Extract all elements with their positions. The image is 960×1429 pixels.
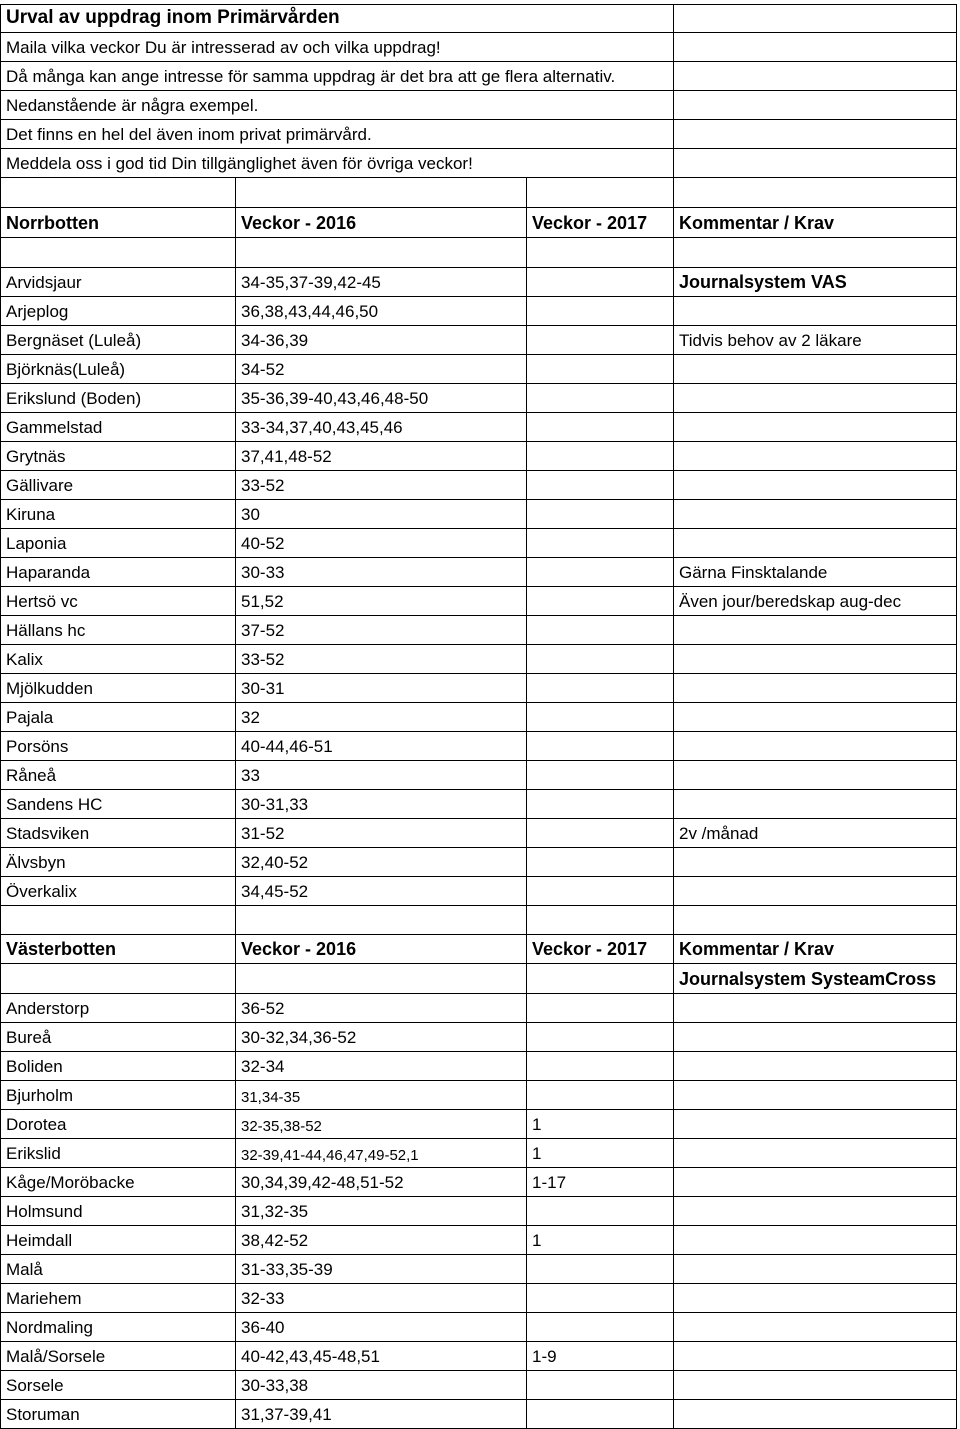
weeks-2016-cell: 30-31,33 [236, 790, 527, 819]
column-header-2016: Veckor - 2016 [236, 935, 527, 964]
weeks-2017-cell [527, 471, 674, 500]
intro-line: Det finns en hel del även inom privat primärvård. [0, 120, 674, 149]
location-cell: Björknäs(Luleå) [0, 355, 236, 384]
comment-cell: Även jour/beredskap aug-dec [674, 587, 957, 616]
table-row [0, 1255, 957, 1284]
table-row [0, 529, 957, 558]
empty-cell [236, 178, 527, 208]
location-cell: Malå [0, 1255, 236, 1284]
weeks-2017-cell [527, 1197, 674, 1226]
table-row [0, 994, 957, 1023]
table-row [0, 964, 957, 994]
comment-cell [674, 1255, 957, 1284]
comment-cell: 2v /månad [674, 819, 957, 848]
table-row [0, 208, 957, 238]
location-cell: Bergnäset (Luleå) [0, 326, 236, 355]
table-row [0, 1081, 957, 1110]
table-row [0, 906, 957, 935]
weeks-2016-cell: 32-33 [236, 1284, 527, 1313]
empty-cell [674, 120, 957, 149]
weeks-2017-cell: 1-9 [527, 1342, 674, 1371]
weeks-2016-cell: 36-40 [236, 1313, 527, 1342]
weeks-2016-cell: 30-31 [236, 674, 527, 703]
weeks-2016-cell: 37,41,48-52 [236, 442, 527, 471]
weeks-2017-cell [527, 616, 674, 645]
weeks-2016-cell: 38,42-52 [236, 1226, 527, 1255]
location-cell: Kiruna [0, 500, 236, 529]
weeks-2016-cell: 31,37-39,41 [236, 1400, 527, 1429]
table-row [0, 4, 957, 33]
weeks-2016-cell: 34-52 [236, 355, 527, 384]
comment-cell: Journalsystem VAS [674, 268, 957, 297]
table-row [0, 33, 957, 62]
table-row [0, 91, 957, 120]
weeks-2016-cell: 30,34,39,42-48,51-52 [236, 1168, 527, 1197]
comment-cell [674, 1284, 957, 1313]
weeks-2016-cell: 30-33 [236, 558, 527, 587]
location-cell: Sandens HC [0, 790, 236, 819]
empty-cell [236, 964, 527, 994]
location-cell: Älvsbyn [0, 848, 236, 877]
empty-cell [674, 906, 957, 935]
weeks-2016-cell: 34-35,37-39,42-45 [236, 268, 527, 297]
comment-cell [674, 355, 957, 384]
weeks-2017-cell [527, 1052, 674, 1081]
intro-line: Maila vilka veckor Du är intresserad av och vilka uppdrag! [0, 33, 674, 62]
intro-line: Meddela oss i god tid Din tillgänglighet även för övriga veckor! [0, 149, 674, 178]
weeks-2016-cell: 33-34,37,40,43,45,46 [236, 413, 527, 442]
column-header-2017: Veckor - 2017 [527, 935, 674, 964]
comment-cell [674, 994, 957, 1023]
table-row [0, 120, 957, 149]
location-cell: Malå/Sorsele [0, 1342, 236, 1371]
table-row [0, 1371, 957, 1400]
location-cell: Stadsviken [0, 819, 236, 848]
empty-cell [674, 149, 957, 178]
location-cell: Laponia [0, 529, 236, 558]
comment-cell [674, 1197, 957, 1226]
section-header-region: Västerbotten [0, 935, 236, 964]
table-row [0, 1139, 957, 1168]
weeks-2017-cell [527, 355, 674, 384]
comment-cell [674, 703, 957, 732]
location-cell: Storuman [0, 1400, 236, 1429]
weeks-2017-cell: 1 [527, 1110, 674, 1139]
location-cell: Hertsö vc [0, 587, 236, 616]
weeks-2016-cell: 33 [236, 761, 527, 790]
empty-cell [527, 238, 674, 268]
table-row [0, 297, 957, 326]
comment-cell [674, 1400, 957, 1429]
comment-cell [674, 761, 957, 790]
weeks-2017-cell [527, 674, 674, 703]
location-cell: Porsöns [0, 732, 236, 761]
comment-cell [674, 1226, 957, 1255]
weeks-2016-cell: 40-42,43,45-48,51 [236, 1342, 527, 1371]
location-cell: Gällivare [0, 471, 236, 500]
weeks-2017-cell [527, 1371, 674, 1400]
empty-cell [674, 4, 957, 33]
sheet-title: Urval av uppdrag inom Primärvården [0, 4, 674, 33]
empty-cell [674, 91, 957, 120]
table-row [0, 326, 957, 355]
empty-cell [236, 238, 527, 268]
table-row [0, 442, 957, 471]
comment-cell: Gärna Finsktalande [674, 558, 957, 587]
weeks-2017-cell [527, 790, 674, 819]
table-row [0, 819, 957, 848]
weeks-2017-cell: 1 [527, 1226, 674, 1255]
weeks-2017-cell [527, 529, 674, 558]
table-row [0, 848, 957, 877]
table-row [0, 500, 957, 529]
weeks-2016-cell: 40-52 [236, 529, 527, 558]
location-cell: Hällans hc [0, 616, 236, 645]
location-cell: Mjölkudden [0, 674, 236, 703]
table-row [0, 1284, 957, 1313]
location-cell: Dorotea [0, 1110, 236, 1139]
comment-cell [674, 1371, 957, 1400]
comment-cell: Journalsystem SysteamCross [674, 964, 957, 994]
empty-cell [527, 178, 674, 208]
empty-cell [0, 906, 236, 935]
comment-cell [674, 790, 957, 819]
weeks-2016-cell: 31,32-35 [236, 1197, 527, 1226]
location-cell: Arvidsjaur [0, 268, 236, 297]
location-cell: Erikslid [0, 1139, 236, 1168]
location-cell: Råneå [0, 761, 236, 790]
location-cell: Sorsele [0, 1371, 236, 1400]
table-row [0, 413, 957, 442]
table-row [0, 645, 957, 674]
weeks-2016-cell: 32,40-52 [236, 848, 527, 877]
table-row [0, 877, 957, 906]
location-cell: Gammelstad [0, 413, 236, 442]
weeks-2016-cell: 36,38,43,44,46,50 [236, 297, 527, 326]
weeks-2016-cell: 30-32,34,36-52 [236, 1023, 527, 1052]
location-cell: Heimdall [0, 1226, 236, 1255]
comment-cell [674, 471, 957, 500]
table-row [0, 1400, 957, 1429]
table-row [0, 1313, 957, 1342]
weeks-2016-cell: 36-52 [236, 994, 527, 1023]
weeks-2016-cell: 32-34 [236, 1052, 527, 1081]
weeks-2016-cell: 34,45-52 [236, 877, 527, 906]
comment-cell [674, 616, 957, 645]
weeks-2017-cell [527, 645, 674, 674]
table-row [0, 1197, 957, 1226]
column-header-2016: Veckor - 2016 [236, 208, 527, 238]
location-cell: Boliden [0, 1052, 236, 1081]
weeks-2016-cell: 31,34-35 [236, 1081, 527, 1110]
intro-line: Då många kan ange intresse för samma uppdrag är det bra att ge flera alternativ. [0, 62, 674, 91]
weeks-2017-cell [527, 732, 674, 761]
empty-cell [674, 62, 957, 91]
weeks-2017-cell [527, 848, 674, 877]
empty-cell [236, 906, 527, 935]
weeks-2017-cell [527, 1023, 674, 1052]
comment-cell [674, 1081, 957, 1110]
comment-cell [674, 413, 957, 442]
table-row [0, 268, 957, 297]
comment-cell [674, 529, 957, 558]
weeks-2017-cell: 1-17 [527, 1168, 674, 1197]
weeks-2016-cell: 37-52 [236, 616, 527, 645]
location-cell: Pajala [0, 703, 236, 732]
table-row [0, 732, 957, 761]
comment-cell [674, 1168, 957, 1197]
comment-cell [674, 645, 957, 674]
location-cell: Holmsund [0, 1197, 236, 1226]
comment-cell [674, 877, 957, 906]
location-cell: Bureå [0, 1023, 236, 1052]
empty-cell [0, 238, 236, 268]
empty-cell [0, 178, 236, 208]
location-cell: Överkalix [0, 877, 236, 906]
weeks-2017-cell [527, 761, 674, 790]
table-row [0, 674, 957, 703]
weeks-2017-cell [527, 1400, 674, 1429]
weeks-2017-cell [527, 384, 674, 413]
weeks-2016-cell: 33-52 [236, 471, 527, 500]
weeks-2017-cell [527, 994, 674, 1023]
weeks-2016-cell: 30 [236, 500, 527, 529]
table-row [0, 62, 957, 91]
location-cell: Grytnäs [0, 442, 236, 471]
weeks-2017-cell [527, 819, 674, 848]
empty-cell [674, 178, 957, 208]
comment-cell [674, 442, 957, 471]
weeks-2017-cell [527, 326, 674, 355]
comment-cell [674, 1110, 957, 1139]
comment-cell [674, 1139, 957, 1168]
table-row [0, 384, 957, 413]
location-cell: Erikslund (Boden) [0, 384, 236, 413]
comment-cell [674, 1052, 957, 1081]
weeks-2016-cell: 32 [236, 703, 527, 732]
empty-cell [527, 964, 674, 994]
table-row [0, 790, 957, 819]
weeks-2016-cell: 51,52 [236, 587, 527, 616]
empty-cell [674, 238, 957, 268]
weeks-2016-cell: 31-52 [236, 819, 527, 848]
table-row [0, 471, 957, 500]
weeks-2016-cell: 30-33,38 [236, 1371, 527, 1400]
intro-line: Nedanstående är några exempel. [0, 91, 674, 120]
table-row [0, 1342, 957, 1371]
table-row [0, 1052, 957, 1081]
table-row [0, 238, 957, 268]
column-header-comment: Kommentar / Krav [674, 935, 957, 964]
weeks-2016-cell: 34-36,39 [236, 326, 527, 355]
table-row [0, 935, 957, 964]
location-cell: Arjeplog [0, 297, 236, 326]
table-row [0, 1226, 957, 1255]
table-row [0, 761, 957, 790]
weeks-2017-cell [527, 1081, 674, 1110]
comment-cell [674, 1313, 957, 1342]
weeks-2016-cell: 32-39,41-44,46,47,49-52,1 [236, 1139, 527, 1168]
column-header-2017: Veckor - 2017 [527, 208, 674, 238]
empty-cell [674, 33, 957, 62]
comment-cell [674, 500, 957, 529]
weeks-2017-cell [527, 297, 674, 326]
table-row [0, 149, 957, 178]
weeks-2016-cell: 33-52 [236, 645, 527, 674]
location-cell: Bjurholm [0, 1081, 236, 1110]
weeks-2017-cell [527, 587, 674, 616]
comment-cell [674, 1023, 957, 1052]
section-header-region: Norrbotten [0, 208, 236, 238]
table-row [0, 1168, 957, 1197]
comment-cell [674, 297, 957, 326]
table-row [0, 1023, 957, 1052]
location-cell: Mariehem [0, 1284, 236, 1313]
weeks-2017-cell [527, 877, 674, 906]
location-cell: Kåge/Moröbacke [0, 1168, 236, 1197]
empty-cell [527, 906, 674, 935]
weeks-2017-cell [527, 413, 674, 442]
table-row [0, 558, 957, 587]
column-header-comment: Kommentar / Krav [674, 208, 957, 238]
weeks-2017-cell [527, 1255, 674, 1284]
location-cell: Anderstorp [0, 994, 236, 1023]
comment-cell [674, 1342, 957, 1371]
location-cell: Haparanda [0, 558, 236, 587]
weeks-2016-cell: 35-36,39-40,43,46,48-50 [236, 384, 527, 413]
location-cell: Kalix [0, 645, 236, 674]
weeks-2016-cell: 32-35,38-52 [236, 1110, 527, 1139]
comment-cell: Tidvis behov av 2 läkare [674, 326, 957, 355]
table-row [0, 587, 957, 616]
weeks-2017-cell [527, 500, 674, 529]
weeks-2017-cell [527, 703, 674, 732]
table-row [0, 703, 957, 732]
weeks-2017-cell [527, 442, 674, 471]
weeks-2017-cell [527, 1313, 674, 1342]
weeks-2017-cell [527, 268, 674, 297]
weeks-2016-cell: 40-44,46-51 [236, 732, 527, 761]
table-row [0, 178, 957, 208]
table-row [0, 355, 957, 384]
table-row [0, 616, 957, 645]
weeks-2017-cell [527, 1284, 674, 1313]
weeks-2017-cell: 1 [527, 1139, 674, 1168]
empty-cell [0, 964, 236, 994]
weeks-2017-cell [527, 558, 674, 587]
weeks-2016-cell: 31-33,35-39 [236, 1255, 527, 1284]
comment-cell [674, 384, 957, 413]
table-row [0, 1110, 957, 1139]
comment-cell [674, 674, 957, 703]
comment-cell [674, 732, 957, 761]
comment-cell [674, 848, 957, 877]
location-cell: Nordmaling [0, 1313, 236, 1342]
